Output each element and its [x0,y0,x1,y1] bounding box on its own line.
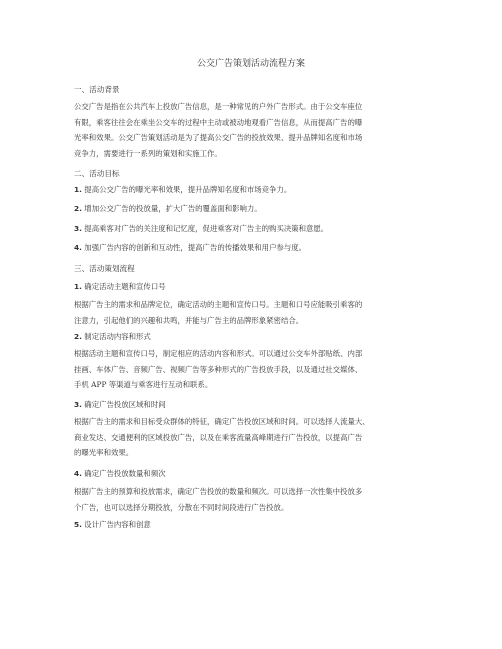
step-paragraph [74,297,444,328]
background-paragraph [74,99,444,161]
paragraph-line: 个广告，也可以选择分期投放，分散在不同时间段进行广告投放。 [74,502,289,512]
goal-item: 1. 提高公交广告的曝光率和效果，提升品牌知名度和市场竞争力。 [74,185,292,194]
paragraph-line: 公交广告是指在公共汽车上投放广告信息，是一种常见的户外广告形式。由于公交车座位 [74,102,363,111]
paragraph-line: 根据广告主的需求和目标受众群体的特征，确定广告投放区域和时间。可以选择人流量大、 [74,417,370,426]
paragraph-line: 光率和效果。公交广告策划活动是为了提高公交广告的投放效果、提升品牌知名度和市场 [74,133,363,142]
step-title: 2. 制定活动内容和形式 [74,332,151,341]
paragraph-line: 根据广告主的预算和投放需求，确定广告投放的数量和频次。可以选择一次性集中投放多 [74,487,363,496]
step-title: 4. 确定广告投放数量和频次 [74,469,166,478]
step-title: 1. 确定活动主题和宣传口号 [74,282,166,291]
step-title: 5. 设计广告内容和创意 [74,520,151,529]
paragraph-line: 挂画、车体广告、音频广告、视频广告等多种形式的广告投放手段，以及通过社交媒体、 [74,364,363,374]
paragraph-line: 的曝光率和效果。 [74,448,134,457]
goal-item: 4. 加强广告内容的创新和互动性，提高广告的传播效果和用户参与度。 [74,243,307,252]
paragraph-line: 根据广告主的需求和品牌定位，确定活动的主题和宣传口号。主题和口号应能吸引乘客的 [74,300,363,309]
section-heading-process: 三、活动策划流程 [74,264,135,273]
step-title: 3. 确定广告投放区域和时间 [74,400,166,409]
document-title: 公交广告策划活动流程方案 [196,59,305,69]
goal-item: 2. 增加公交广告的投放量，扩大广告的覆盖面和影响力。 [74,204,262,213]
paragraph-line: 根据活动主题和宣传口号，制定相应的活动内容和形式。可以通过公交车外部贴纸、内部 [74,349,363,358]
paragraph-line: 有限，乘客往往会在乘坐公交车的过程中主动或被动地观看广告信息，从而提高广告的曝 [74,117,363,127]
paragraph-line: 手机 APP 等渠道与乘客进行互动和联系。 [74,380,213,389]
section-heading-background: 一、活动背景 [74,85,120,94]
paragraph-line: 竞争力，需要进行一系列的策划和实施工作。 [74,148,222,158]
step-paragraph [74,484,444,515]
paragraph-line: 注意力，引起他们的兴趣和共鸣，并能与广告主的品牌形象紧密结合。 [74,315,304,325]
step-paragraph [74,346,444,393]
section-heading-goals: 二、活动目标 [74,169,120,178]
goal-item: 3. 提高乘客对广告的关注度和记忆度，促进乘客对广告主的购买决策和意愿。 [74,224,329,233]
paragraph-line: 商业发达、交通便利的区域投放广告，以及在乘客流量高峰期进行广告投放，以提高广告 [74,432,363,442]
step-paragraph [74,414,444,461]
